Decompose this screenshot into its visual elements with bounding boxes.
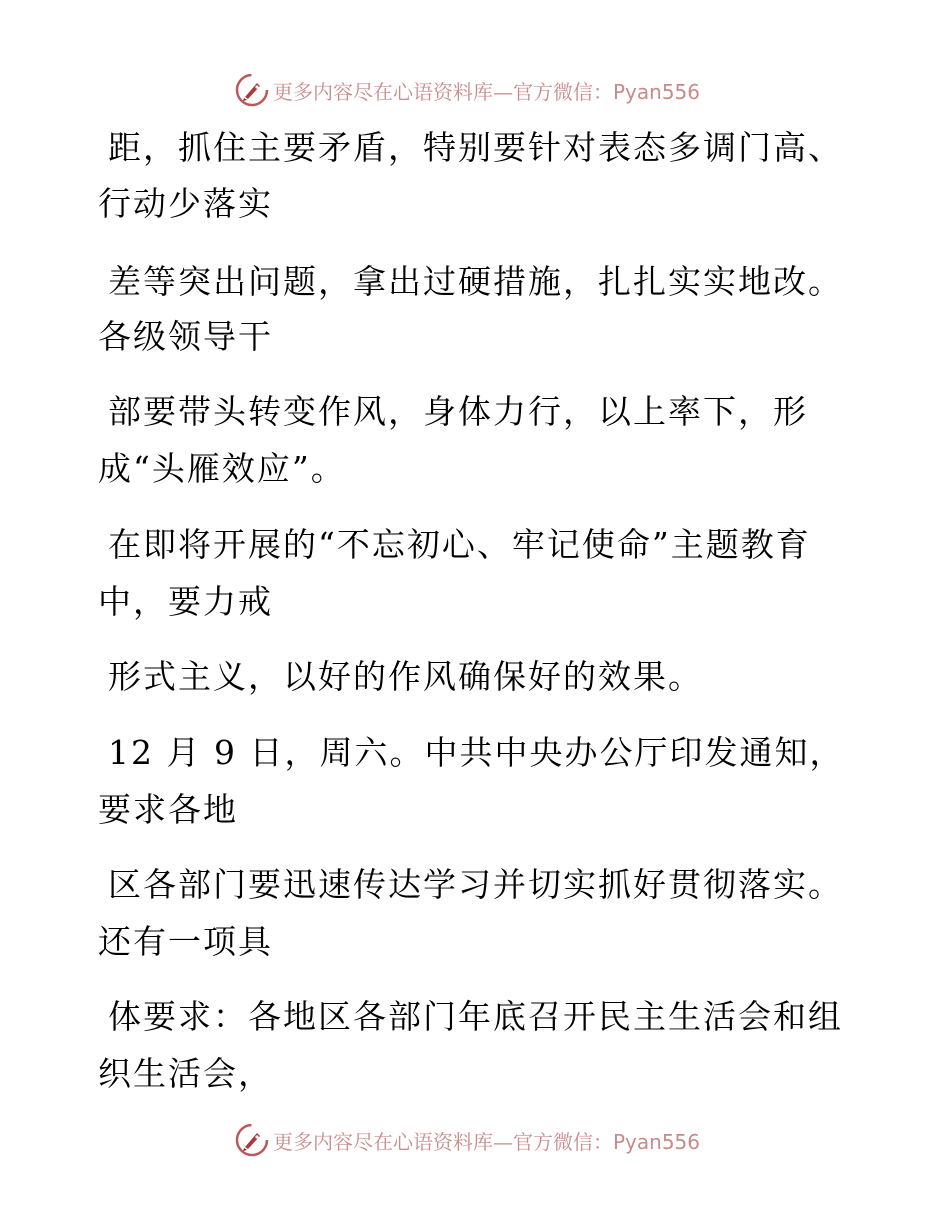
paragraph-line: 成“头雁效应”。 <box>98 449 346 488</box>
paragraph-line: 部要带头转变作风，身体力行，以上率下，形 <box>108 392 808 431</box>
footer-banner-text: 更多内容尽在心语资料库—官方微信：Pyan556 <box>273 1129 701 1154</box>
paragraph-line: 要求各地 <box>98 790 238 829</box>
paragraph-line: 在即将开展的“不忘初心、牢记使命”主题教育 <box>108 525 811 564</box>
paragraph-line: 中，要力戒 <box>98 582 273 621</box>
paragraph-line: 体要求：各地区各部门年底召开民主生活会和组 <box>108 997 843 1036</box>
paragraph-line: 还有一项具 <box>98 922 273 961</box>
paragraph-line: 各级领导干 <box>98 317 273 356</box>
header-banner-text: 更多内容尽在心语资料库—官方微信：Pyan556 <box>273 79 701 104</box>
paragraph-line: 区各部门要迅速传达学习并切实抓好贯彻落实。 <box>108 865 843 904</box>
paragraph-line: 形式主义，以好的作风确保好的效果。 <box>108 657 703 696</box>
paragraph-line: 行动少落实 <box>98 184 273 223</box>
pen-nib-logo-icon <box>235 1123 269 1157</box>
paragraph-line: 差等突出问题，拿出过硬措施，扎扎实实地改。 <box>108 262 843 301</box>
paragraph-line: 距，抓住主要矛盾，特别要针对表态多调门高、 <box>108 128 843 167</box>
footer-banner <box>235 1122 700 1158</box>
paragraph-line: 12 月 9 日，周六。中共中央办公厅印发通知， <box>108 733 845 772</box>
paragraph-line: 织生活会， <box>98 1054 273 1093</box>
